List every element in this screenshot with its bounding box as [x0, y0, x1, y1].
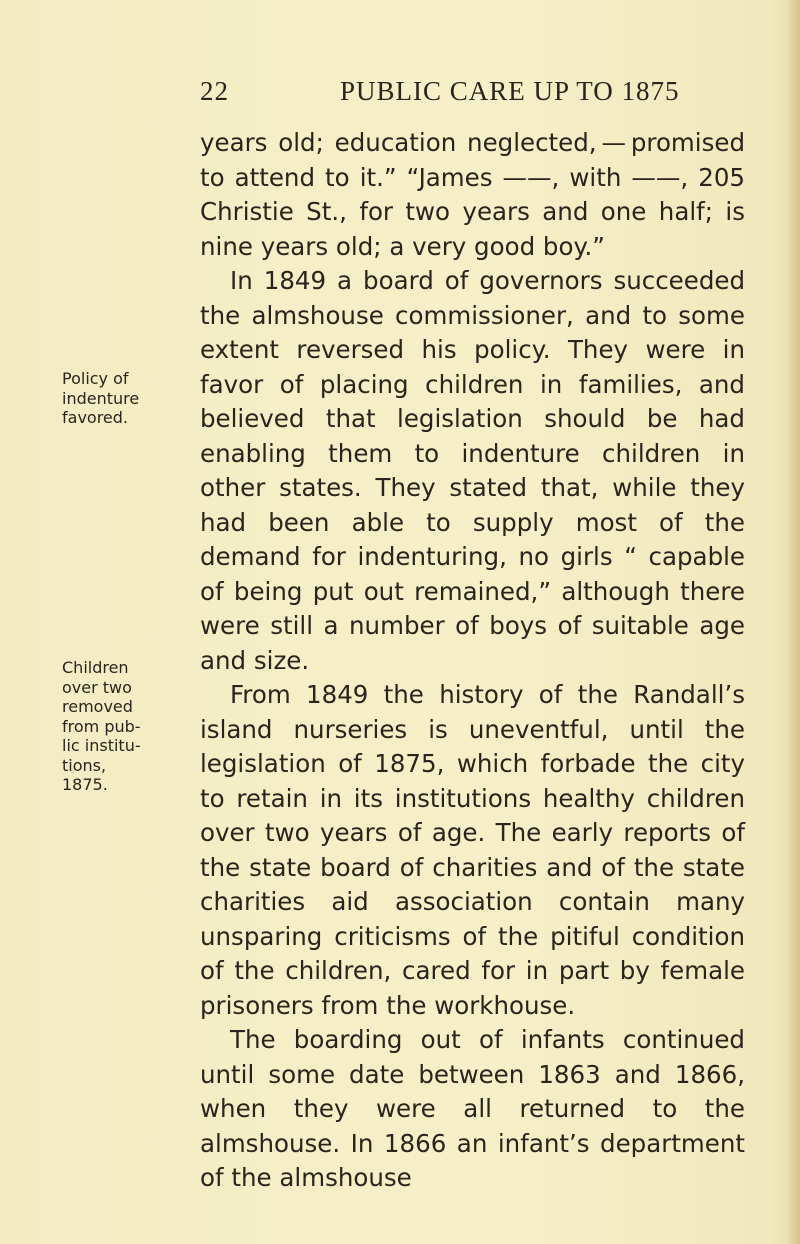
- margin-note-children: [62, 658, 192, 795]
- margin-note-line: removed: [62, 697, 133, 716]
- running-title: PUBLIC CARE UP TO 1875: [340, 76, 680, 106]
- page-number: 22: [200, 76, 229, 106]
- margin-note-line: from pub-: [62, 716, 141, 736]
- running-header: [200, 76, 760, 108]
- margin-note-line: tions,: [62, 755, 107, 775]
- page-edge-shadow: [786, 0, 800, 1244]
- margin-note-line: indenture: [62, 388, 140, 408]
- margin-note-line: favored.: [62, 408, 129, 427]
- margin-note-line: lic institu-: [62, 736, 141, 755]
- margin-note-policy: [62, 369, 192, 428]
- margin-note-line: 1875.: [62, 775, 108, 794]
- margin-note-line: Children: [62, 658, 129, 677]
- paragraph-continuation: years old; education neglected, — promised to attend to it.” “James ——, with ——, 205 Christie St., for two years and one half; is nine years old; a very good boy.”: [200, 128, 745, 261]
- margin-note-line: Policy of: [62, 369, 129, 388]
- paragraph-board-of-governors: In 1849 a board of governors succeeded the almshouse commissioner, and to some extent reversed his policy. They were in favor of placing children in families, and believed that legislation should be had enabling them to indenture children in other states. They stated that, while they had been able to supply most of the demand for indenturing, no girls “ capable of being put out remained,” although there were still a number of boys of suitable age and size.: [200, 266, 745, 675]
- margin-note-line: over two: [62, 677, 132, 697]
- paragraph-randalls-island: From 1849 the history of the Randall’s island nurseries is uneventful, until the legislation of 1875, which forbade the city to retain in its institutions healthy children over two years of age. The early reports of the state board of charities and of the state charities aid association contain many unsparing criticisms of the pitiful condition of the children, cared for in part by female prisoners from the workhouse.: [200, 680, 745, 1020]
- body-text: [200, 126, 745, 1196]
- paragraph-boarding-out: The boarding out of infants continued until some date between 1863 and 1866, when they were all returned to the almshouse. In 1866 an infant’s department of the almshouse: [200, 1025, 745, 1192]
